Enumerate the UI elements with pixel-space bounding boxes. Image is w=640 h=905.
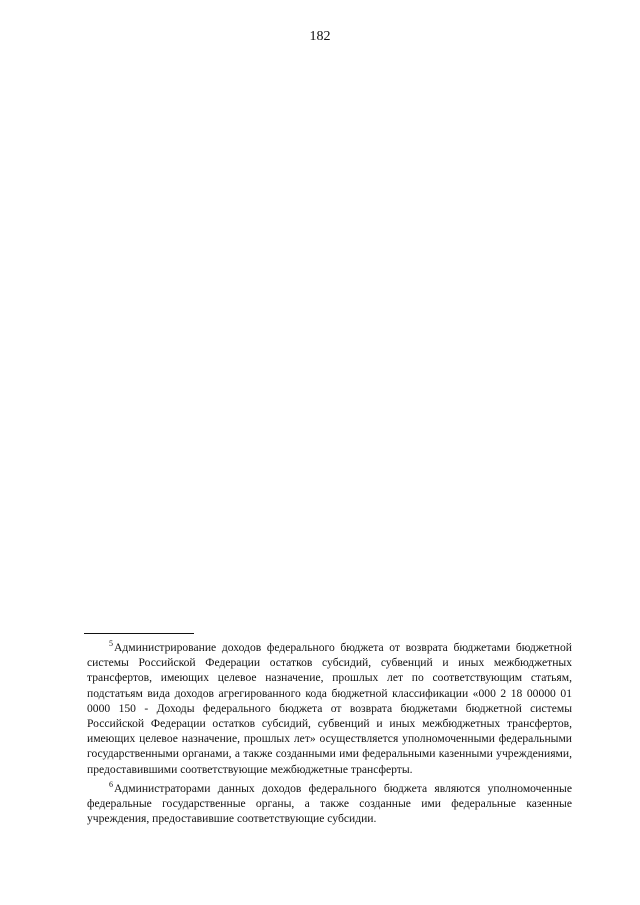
page-number: 182 bbox=[309, 29, 331, 44]
footnote-5 bbox=[87, 640, 572, 777]
footnote-6-mark: 6 bbox=[109, 779, 113, 789]
footnotes-section bbox=[87, 640, 572, 830]
footnote-6 bbox=[87, 781, 572, 827]
footnote-6-text: Администраторами данных доходов федерального бюджета являются уполномоченные федеральные государственные органы, а также созданные ими федеральные казенные учреждения, предоставившие соответствующие субсидии. bbox=[87, 781, 572, 826]
footnote-separator bbox=[84, 633, 194, 634]
footnote-5-mark: 5 bbox=[109, 639, 113, 648]
footnote-5-text: Администрирование доходов федерального бюджета от возврата бюджетами бюджетной системы Российской Федерации остатков субсидий, субвенций и иных межбюджетных трансфертов, имеющих целевое назначение, прошлых лет по соответствующим статьям, подстатьям вида доходов агрегированного кода бюджетной классификации «000 2 18 00000 01 0000 150 - Доходы федерального бюджета от возврата бюджетами бюджетной системы Российской Федерации остатков субсидий, субвенций и иных межбюджетных трансфертов, имеющих целевое назначение, прошлых лет» осуществляется уполномоченными федеральными государственными органами, а также созданными ими федеральными казенными учреждениями, предоставившими соответствующие межбюджетные трансферты. bbox=[87, 641, 572, 776]
